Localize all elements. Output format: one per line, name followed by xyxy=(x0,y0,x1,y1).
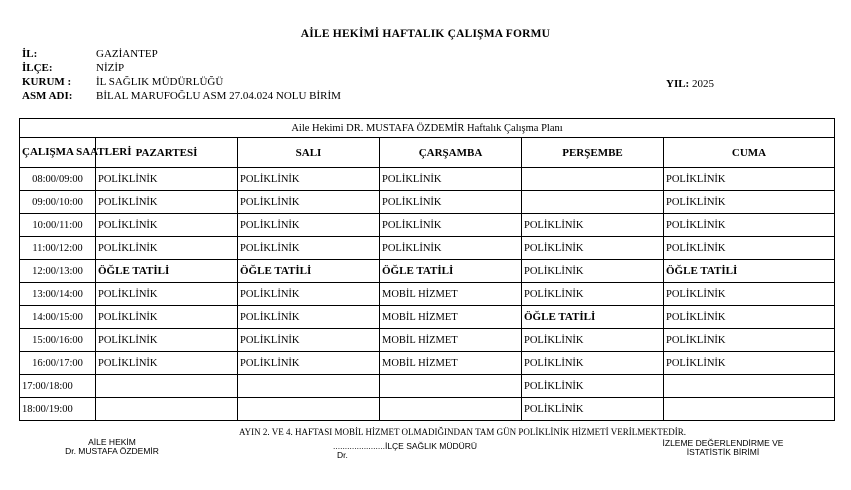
table-row xyxy=(20,398,835,421)
time-cell: 13:00/14:00 xyxy=(20,283,96,306)
schedule-cell: POLİKLİNİK xyxy=(522,237,664,260)
schedule-cell xyxy=(664,398,835,421)
schedule-cell: MOBİL HİZMET xyxy=(380,329,522,352)
table-row xyxy=(20,329,835,352)
schedule-cell xyxy=(96,398,238,421)
table-row xyxy=(20,352,835,375)
time-cell: 17:00/18:00 xyxy=(20,375,96,398)
schedule-cell: MOBİL HİZMET xyxy=(380,352,522,375)
header-hours: ÇALIŞMA SAATLERİ xyxy=(20,138,96,168)
schedule-cell: POLİKLİNİK xyxy=(522,352,664,375)
schedule-cell xyxy=(238,398,380,421)
schedule-cell: POLİKLİNİK xyxy=(380,237,522,260)
schedule-cell: POLİKLİNİK xyxy=(522,214,664,237)
time-cell: 15:00/16:00 xyxy=(20,329,96,352)
schedule-cell: POLİKLİNİK xyxy=(664,168,835,191)
plan-caption: Aile Hekimi DR. MUSTAFA ÖZDEMİR Haftalık Çalışma Planı xyxy=(20,119,835,138)
signature-line: AİLE HEKİM xyxy=(88,437,136,447)
schedule-cell xyxy=(96,375,238,398)
signature-line: İZLEME DEĞERLENDİRME VE xyxy=(662,438,784,448)
table-row xyxy=(20,375,835,398)
schedule-cell: POLİKLİNİK xyxy=(96,168,238,191)
time-cell: 16:00/17:00 xyxy=(20,352,96,375)
info-row-kurum xyxy=(22,75,341,89)
info-row-asm xyxy=(22,89,341,103)
schedule-cell: POLİKLİNİK xyxy=(238,237,380,260)
time-cell: 10:00/11:00 xyxy=(20,214,96,237)
schedule-cell: POLİKLİNİK xyxy=(664,214,835,237)
info-block xyxy=(22,47,341,103)
year-label: YIL: xyxy=(666,78,690,90)
signature-line: ......................İLÇE SAĞLIK MÜDÜRÜ xyxy=(333,441,478,451)
schedule-cell: POLİKLİNİK xyxy=(664,237,835,260)
schedule-cell: POLİKLİNİK xyxy=(238,283,380,306)
header-day: PAZARTESİ xyxy=(96,138,238,168)
year-field xyxy=(666,78,714,90)
schedule-cell: POLİKLİNİK xyxy=(96,214,238,237)
schedule-cell: POLİKLİNİK xyxy=(522,283,664,306)
schedule-cell: ÖĞLE TATİLİ xyxy=(96,260,238,283)
schedule-cell: POLİKLİNİK xyxy=(96,237,238,260)
signature-district-health xyxy=(333,442,533,460)
time-cell: 18:00/19:00 xyxy=(20,398,96,421)
time-cell: 12:00/13:00 xyxy=(20,260,96,283)
signature-line: Dr. xyxy=(337,450,348,460)
schedule-cell: ÖĞLE TATİLİ xyxy=(238,260,380,283)
table-row xyxy=(20,306,835,329)
schedule-body xyxy=(20,168,835,421)
schedule-cell xyxy=(522,168,664,191)
signature-line: Dr. MUSTAFA ÖZDEMİR xyxy=(65,446,159,456)
schedule-cell xyxy=(664,375,835,398)
schedule-cell: POLİKLİNİK xyxy=(238,168,380,191)
schedule-cell: POLİKLİNİK xyxy=(238,329,380,352)
signature-family-physician xyxy=(57,438,167,456)
time-cell: 08:00/09:00 xyxy=(20,168,96,191)
table-row xyxy=(20,191,835,214)
schedule-cell: POLİKLİNİK xyxy=(238,352,380,375)
header-day: ÇARŞAMBA xyxy=(380,138,522,168)
schedule-cell: ÖĞLE TATİLİ xyxy=(664,260,835,283)
schedule-cell: POLİKLİNİK xyxy=(96,329,238,352)
year-value: 2025 xyxy=(691,78,714,90)
schedule-cell: POLİKLİNİK xyxy=(238,306,380,329)
schedule-cell: POLİKLİNİK xyxy=(96,306,238,329)
schedule-cell: POLİKLİNİK xyxy=(522,329,664,352)
time-cell: 11:00/12:00 xyxy=(20,237,96,260)
schedule-cell: POLİKLİNİK xyxy=(238,191,380,214)
time-cell: 09:00/10:00 xyxy=(20,191,96,214)
schedule-cell: POLİKLİNİK xyxy=(664,329,835,352)
info-row-ilce xyxy=(22,61,341,75)
info-value: NİZİP xyxy=(96,62,125,74)
schedule-cell: POLİKLİNİK xyxy=(96,191,238,214)
schedule-cell xyxy=(238,375,380,398)
schedule-cell xyxy=(522,191,664,214)
schedule-cell: POLİKLİNİK xyxy=(238,214,380,237)
info-key: İLÇE: xyxy=(22,62,53,74)
schedule-cell: POLİKLİNİK xyxy=(664,306,835,329)
time-cell: 14:00/15:00 xyxy=(20,306,96,329)
signature-line: İSTATİSTİK BİRİMİ xyxy=(686,447,760,457)
schedule-cell: POLİKLİNİK xyxy=(380,168,522,191)
info-key: İL: xyxy=(22,48,38,60)
schedule-cell: POLİKLİNİK xyxy=(664,283,835,306)
table-row xyxy=(20,214,835,237)
schedule-cell: MOBİL HİZMET xyxy=(380,283,522,306)
schedule-cell: POLİKLİNİK xyxy=(522,398,664,421)
header-day: CUMA xyxy=(664,138,835,168)
info-row-il xyxy=(22,47,341,61)
schedule-cell: POLİKLİNİK xyxy=(522,260,664,283)
table-row xyxy=(20,237,835,260)
schedule-cell: ÖĞLE TATİLİ xyxy=(380,260,522,283)
schedule-cell: POLİKLİNİK xyxy=(380,214,522,237)
schedule-cell: MOBİL HİZMET xyxy=(380,306,522,329)
table-row xyxy=(20,168,835,191)
signature-monitoring-unit xyxy=(643,439,803,457)
header-day: SALI xyxy=(238,138,380,168)
schedule-cell: POLİKLİNİK xyxy=(380,191,522,214)
schedule-cell xyxy=(380,398,522,421)
info-value: İL SAĞLIK MÜDÜRLÜĞÜ xyxy=(96,76,224,88)
schedule-cell xyxy=(380,375,522,398)
schedule-cell: POLİKLİNİK xyxy=(96,283,238,306)
info-key: ASM ADI: xyxy=(22,90,73,102)
schedule-cell: POLİKLİNİK xyxy=(96,352,238,375)
header-day: PERŞEMBE xyxy=(522,138,664,168)
info-value: BİLAL MARUFOĞLU ASM 27.04.024 NOLU BİRİM xyxy=(96,90,341,102)
table-row xyxy=(20,260,835,283)
schedule-cell: POLİKLİNİK xyxy=(522,375,664,398)
info-value: GAZİANTEP xyxy=(96,48,158,60)
footnote: AYIN 2. VE 4. HAFTASI MOBİL HİZMET OLMADIĞINDAN TAM GÜN POLİKLİNİK HİZMETİ VERİLMEKTEDİR. xyxy=(239,427,686,437)
schedule-cell: POLİKLİNİK xyxy=(664,191,835,214)
schedule-table xyxy=(19,118,835,421)
table-row xyxy=(20,283,835,306)
schedule-cell: POLİKLİNİK xyxy=(664,352,835,375)
form-title: AİLE HEKİMİ HAFTALIK ÇALIŞMA FORMU xyxy=(300,28,551,40)
schedule-cell: ÖĞLE TATİLİ xyxy=(522,306,664,329)
info-key: KURUM : xyxy=(22,76,72,88)
